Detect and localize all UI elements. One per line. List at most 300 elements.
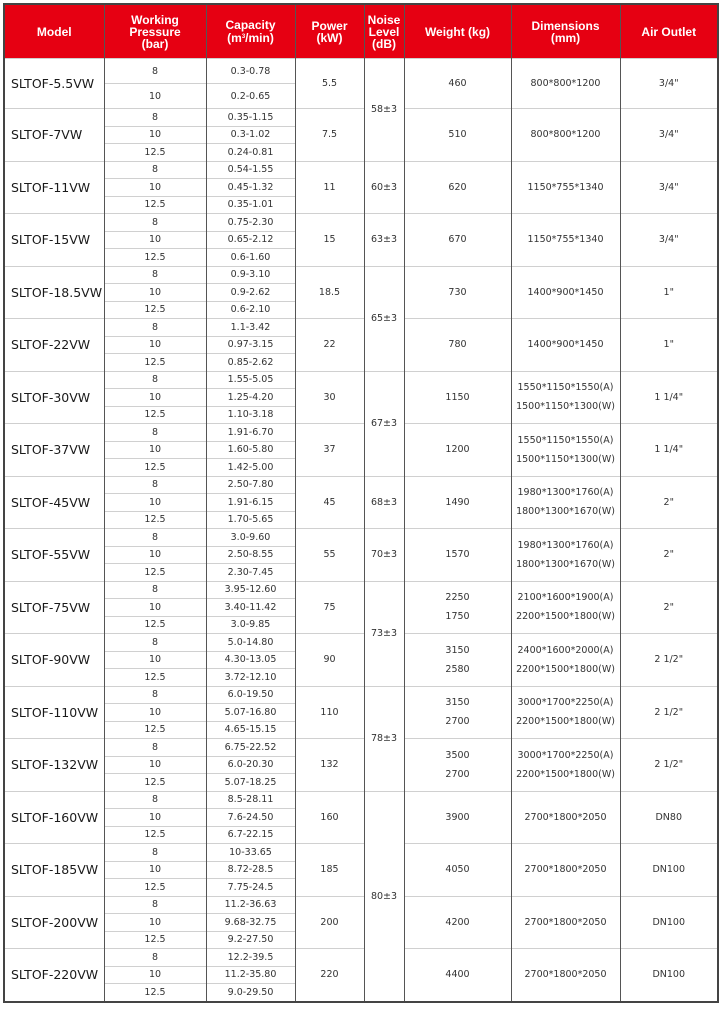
weight-cell <box>404 424 511 477</box>
pressure-cell: 12.5 <box>104 879 206 897</box>
capacity-cell: 6.0-20.30 <box>206 756 295 774</box>
noise-level-cell: 67±3 <box>364 371 404 476</box>
power-cell: 5.5 <box>295 59 364 109</box>
pressure-cell: 8 <box>104 949 206 967</box>
power-cell: 37 <box>295 424 364 477</box>
power-cell: 18.5 <box>295 266 364 319</box>
pressure-cell: 12.5 <box>104 144 206 162</box>
capacity-cell: 6.7-22.15 <box>206 826 295 844</box>
capacity-cell: 0.9-3.10 <box>206 266 295 284</box>
spec-table <box>3 3 719 1003</box>
pressure-cell: 8 <box>104 739 206 757</box>
header-noise <box>364 4 404 59</box>
dimensions-value: 800*800*1200 <box>530 78 601 89</box>
weight-value: 510 <box>448 129 467 141</box>
header-capacity-line: Capacity <box>225 18 276 32</box>
pressure-cell: 12.5 <box>104 249 206 267</box>
capacity-cell: 0.3-1.02 <box>206 126 295 144</box>
model-cell: SLTOF-90VW <box>4 634 104 687</box>
model-cell: SLTOF-18.5VW <box>4 266 104 319</box>
model-cell: SLTOF-7VW <box>4 109 104 162</box>
pressure-cell: 10 <box>104 126 206 144</box>
spec-table-body <box>4 59 718 1002</box>
noise-level-cell: 63±3 <box>364 214 404 267</box>
weight-value: 2700 <box>445 768 470 780</box>
dimensions-value: 1400*900*1450 <box>527 339 604 351</box>
pressure-cell: 8 <box>104 161 206 179</box>
dimensions-value: 1550*1150*1550(A) <box>517 382 614 394</box>
capacity-cell: 0.35-1.01 <box>206 196 295 214</box>
air-outlet-cell: 3/4" <box>620 59 718 109</box>
capacity-cell: 12.2-39.5 <box>206 949 295 967</box>
weight-value: 3150 <box>445 697 470 709</box>
capacity-cell: 3.0-9.85 <box>206 616 295 634</box>
weight-cell <box>404 896 511 949</box>
capacity-cell: 8.5-28.11 <box>206 791 295 809</box>
dimensions-cell <box>511 529 620 582</box>
weight-value: 4200 <box>445 916 470 928</box>
header-noise-line: Noise <box>367 12 401 27</box>
dimensions-cell <box>511 371 620 424</box>
power-cell: 90 <box>295 634 364 687</box>
capacity-cell: 0.6-1.60 <box>206 249 295 267</box>
pressure-cell: 12.5 <box>104 301 206 319</box>
capacity-cell: 6.75-22.52 <box>206 739 295 757</box>
power-cell: 185 <box>295 844 364 897</box>
dimensions-value: 1800*1300*1670(W) <box>516 558 615 570</box>
noise-level-cell: 73±3 <box>364 581 404 686</box>
capacity-cell: 2.50-8.55 <box>206 546 295 564</box>
header-capacity <box>206 4 295 59</box>
weight-cell <box>404 529 511 582</box>
pressure-cell: 10 <box>104 861 206 879</box>
noise-level-cell: 80±3 <box>364 791 404 1002</box>
weight-cell <box>404 791 511 844</box>
table-row <box>4 214 718 232</box>
header-dimensions-line: Dimensions <box>531 18 600 33</box>
model-cell: SLTOF-132VW <box>4 739 104 792</box>
capacity-cell: 4.30-13.05 <box>206 651 295 669</box>
capacity-cell: 1.55-5.05 <box>206 371 295 389</box>
dimensions-value: 1500*1150*1300(W) <box>516 453 615 465</box>
weight-value: 4400 <box>445 969 470 981</box>
dimensions-value: 3000*1700*2250(A) <box>517 749 614 761</box>
weight-value: 1150 <box>445 391 470 403</box>
capacity-cell: 1.1-3.42 <box>206 319 295 337</box>
dimensions-cell <box>511 949 620 1002</box>
header-pressure-line: Working <box>131 12 179 27</box>
dimensions-cell <box>511 109 620 162</box>
noise-level-cell: 58±3 <box>364 59 404 162</box>
weight-value: 460 <box>448 78 467 89</box>
dimensions-value: 800*800*1200 <box>530 129 601 141</box>
weight-value: 1200 <box>445 444 470 456</box>
pressure-cell: 10 <box>104 651 206 669</box>
header-pressure-line: Pressure <box>129 24 181 39</box>
dimensions-cell <box>511 266 620 319</box>
capacity-cell: 7.6-24.50 <box>206 809 295 827</box>
dimensions-value: 2200*1500*1800(W) <box>516 716 615 728</box>
header-noise-line: (dB) <box>372 36 396 51</box>
capacity-cell: 1.10-3.18 <box>206 406 295 424</box>
table-row <box>4 896 718 914</box>
pressure-cell: 12.5 <box>104 354 206 372</box>
table-row <box>4 634 718 652</box>
pressure-cell: 8 <box>104 476 206 494</box>
capacity-cell: 10-33.65 <box>206 844 295 862</box>
weight-value: 2700 <box>445 716 470 728</box>
weight-value: 2580 <box>445 663 470 675</box>
air-outlet-cell: 3/4" <box>620 214 718 267</box>
dimensions-cell <box>511 319 620 372</box>
pressure-cell: 8 <box>104 581 206 599</box>
capacity-cell: 9.0-29.50 <box>206 984 295 1002</box>
noise-level-cell: 60±3 <box>364 161 404 214</box>
table-row <box>4 161 718 179</box>
dimensions-value: 2200*1500*1800(W) <box>516 768 615 780</box>
air-outlet-cell: DN100 <box>620 949 718 1002</box>
header-dimensions <box>511 4 620 59</box>
model-cell: SLTOF-15VW <box>4 214 104 267</box>
dimensions-value: 1550*1150*1550(A) <box>517 434 614 446</box>
header-row <box>4 4 718 59</box>
weight-cell <box>404 686 511 739</box>
pressure-cell: 8 <box>104 686 206 704</box>
header-noise-line: Level <box>368 24 400 39</box>
air-outlet-cell: DN80 <box>620 791 718 844</box>
dimensions-value: 1150*755*1340 <box>527 234 604 246</box>
capacity-cell: 11.2-35.80 <box>206 966 295 984</box>
capacity-cell: 7.75-24.5 <box>206 879 295 897</box>
air-outlet-cell: 2" <box>620 476 718 529</box>
model-cell: SLTOF-22VW <box>4 319 104 372</box>
table-row <box>4 739 718 757</box>
dimensions-value: 3000*1700*2250(A) <box>517 697 614 709</box>
pressure-cell: 12.5 <box>104 721 206 739</box>
capacity-cell: 3.72-12.10 <box>206 669 295 687</box>
pressure-cell: 10 <box>104 284 206 302</box>
capacity-cell: 3.0-9.60 <box>206 529 295 547</box>
dimensions-value: 2100*1600*1900(A) <box>517 592 614 604</box>
pressure-cell: 8 <box>104 791 206 809</box>
capacity-cell: 0.54-1.55 <box>206 161 295 179</box>
model-cell: SLTOF-75VW <box>4 581 104 634</box>
air-outlet-cell: 2 1/2" <box>620 686 718 739</box>
noise-level-cell: 78±3 <box>364 686 404 791</box>
model-cell: SLTOF-55VW <box>4 529 104 582</box>
capacity-cell: 1.91-6.70 <box>206 424 295 442</box>
weight-cell <box>404 949 511 1002</box>
pressure-cell: 12.5 <box>104 616 206 634</box>
weight-value: 1490 <box>445 496 470 508</box>
air-outlet-cell: 2" <box>620 529 718 582</box>
header-outlet-label: Air Outlet <box>641 24 697 39</box>
header-capacity-unit-rest: /min) <box>245 31 274 45</box>
header-model <box>4 4 104 59</box>
pressure-cell: 10 <box>104 336 206 354</box>
dimensions-value: 2700*1800*2050 <box>524 916 607 928</box>
capacity-cell: 5.07-16.80 <box>206 704 295 722</box>
pressure-cell: 12.5 <box>104 459 206 477</box>
model-cell: SLTOF-110VW <box>4 686 104 739</box>
model-cell: SLTOF-30VW <box>4 371 104 424</box>
air-outlet-cell: 3/4" <box>620 109 718 162</box>
air-outlet-cell: 1" <box>620 319 718 372</box>
dimensions-value: 2400*1600*2000(A) <box>517 644 614 656</box>
weight-cell <box>404 844 511 897</box>
capacity-cell: 3.95-12.60 <box>206 581 295 599</box>
model-cell: SLTOF-37VW <box>4 424 104 477</box>
dimensions-value: 2200*1500*1800(W) <box>516 663 615 675</box>
pressure-cell: 8 <box>104 109 206 127</box>
dimensions-cell <box>511 161 620 214</box>
air-outlet-cell: 1 1/4" <box>620 424 718 477</box>
table-row <box>4 371 718 389</box>
pressure-cell: 10 <box>104 84 206 109</box>
pressure-cell: 10 <box>104 441 206 459</box>
capacity-cell: 1.25-4.20 <box>206 389 295 407</box>
pressure-cell: 12.5 <box>104 669 206 687</box>
air-outlet-cell: 3/4" <box>620 161 718 214</box>
weight-cell <box>404 371 511 424</box>
capacity-cell: 5.07-18.25 <box>206 774 295 792</box>
header-weight-label: Weight (kg) <box>424 24 491 39</box>
model-cell: SLTOF-200VW <box>4 896 104 949</box>
weight-value: 3150 <box>445 644 470 656</box>
capacity-cell: 0.6-2.10 <box>206 301 295 319</box>
header-capacity-unit <box>207 31 295 44</box>
dimensions-value: 2200*1500*1800(W) <box>516 611 615 623</box>
pressure-cell: 8 <box>104 214 206 232</box>
table-row <box>4 109 718 127</box>
weight-value: 3900 <box>445 811 470 823</box>
weight-cell <box>404 161 511 214</box>
power-cell: 7.5 <box>295 109 364 162</box>
dimensions-cell <box>511 896 620 949</box>
dimensions-value: 2700*1800*2050 <box>524 969 607 981</box>
dimensions-value: 1500*1150*1300(W) <box>516 401 615 413</box>
table-row <box>4 791 718 809</box>
air-outlet-cell: 1 1/4" <box>620 371 718 424</box>
power-cell: 200 <box>295 896 364 949</box>
dimensions-value: 1980*1300*1760(A) <box>517 539 614 551</box>
pressure-cell: 8 <box>104 529 206 547</box>
capacity-cell: 11.2-36.63 <box>206 896 295 914</box>
header-power-line: Power <box>311 18 348 33</box>
header-power-line: (kW) <box>316 30 343 45</box>
noise-level-cell: 70±3 <box>364 529 404 582</box>
pressure-cell: 8 <box>104 896 206 914</box>
power-cell: 11 <box>295 161 364 214</box>
pressure-cell: 10 <box>104 966 206 984</box>
capacity-cell: 0.9-2.62 <box>206 284 295 302</box>
power-cell: 22 <box>295 319 364 372</box>
power-cell: 220 <box>295 949 364 1002</box>
pressure-cell: 8 <box>104 844 206 862</box>
capacity-cell: 3.40-11.42 <box>206 599 295 617</box>
dimensions-value: 1400*900*1450 <box>527 286 604 298</box>
pressure-cell: 8 <box>104 319 206 337</box>
model-cell: SLTOF-5.5VW <box>4 59 104 109</box>
air-outlet-cell: DN100 <box>620 896 718 949</box>
weight-cell <box>404 476 511 529</box>
table-row <box>4 529 718 547</box>
capacity-cell: 9.68-32.75 <box>206 914 295 932</box>
table-row <box>4 844 718 862</box>
weight-cell <box>404 739 511 792</box>
capacity-cell: 2.30-7.45 <box>206 564 295 582</box>
air-outlet-cell: DN100 <box>620 844 718 897</box>
power-cell: 75 <box>295 581 364 634</box>
weight-value: 2250 <box>445 592 470 604</box>
header-capacity-unit-base: (m <box>227 31 242 45</box>
dimensions-cell <box>511 634 620 687</box>
capacity-cell: 0.85-2.62 <box>206 354 295 372</box>
weight-value: 1570 <box>445 549 470 561</box>
dimensions-cell <box>511 844 620 897</box>
pressure-cell: 10 <box>104 546 206 564</box>
capacity-cell: 1.60-5.80 <box>206 441 295 459</box>
table-row <box>4 266 718 284</box>
capacity-cell: 0.65-2.12 <box>206 231 295 249</box>
pressure-cell: 12.5 <box>104 931 206 949</box>
dimensions-value: 1150*755*1340 <box>527 181 604 193</box>
noise-level-cell: 65±3 <box>364 266 404 371</box>
dimensions-cell <box>511 791 620 844</box>
power-cell: 15 <box>295 214 364 267</box>
pressure-cell: 10 <box>104 914 206 932</box>
header-pressure-line: (bar) <box>141 36 169 51</box>
header-outlet <box>620 4 718 59</box>
pressure-cell: 10 <box>104 704 206 722</box>
weight-cell <box>404 214 511 267</box>
power-cell: 132 <box>295 739 364 792</box>
header-pressure <box>104 4 206 59</box>
table-row <box>4 476 718 494</box>
weight-cell <box>404 59 511 109</box>
table-row <box>4 319 718 337</box>
capacity-cell: 4.65-15.15 <box>206 721 295 739</box>
dimensions-value: 1980*1300*1760(A) <box>517 487 614 499</box>
capacity-cell: 0.97-3.15 <box>206 336 295 354</box>
capacity-cell: 8.72-28.5 <box>206 861 295 879</box>
dimensions-cell <box>511 739 620 792</box>
noise-level-cell: 68±3 <box>364 476 404 529</box>
pressure-cell: 8 <box>104 266 206 284</box>
dimensions-cell <box>511 59 620 109</box>
pressure-cell: 8 <box>104 371 206 389</box>
power-cell: 55 <box>295 529 364 582</box>
dimensions-cell <box>511 686 620 739</box>
capacity-cell: 0.2-0.65 <box>206 84 295 109</box>
model-cell: SLTOF-45VW <box>4 476 104 529</box>
pressure-cell: 10 <box>104 231 206 249</box>
air-outlet-cell: 2" <box>620 581 718 634</box>
pressure-cell: 10 <box>104 494 206 512</box>
table-row <box>4 581 718 599</box>
table-row <box>4 686 718 704</box>
pressure-cell: 12.5 <box>104 564 206 582</box>
weight-value: 620 <box>448 181 467 193</box>
capacity-cell: 9.2-27.50 <box>206 931 295 949</box>
header-dimensions-line: (mm) <box>550 30 581 45</box>
capacity-cell: 0.24-0.81 <box>206 144 295 162</box>
capacity-cell: 0.35-1.15 <box>206 109 295 127</box>
pressure-cell: 12.5 <box>104 196 206 214</box>
pressure-cell: 12.5 <box>104 511 206 529</box>
dimensions-value: 1800*1300*1670(W) <box>516 506 615 518</box>
capacity-cell: 0.3-0.78 <box>206 59 295 84</box>
pressure-cell: 10 <box>104 809 206 827</box>
capacity-cell: 0.75-2.30 <box>206 214 295 232</box>
dimensions-cell <box>511 214 620 267</box>
weight-value: 670 <box>448 234 467 246</box>
table-row <box>4 424 718 442</box>
weight-value: 4050 <box>445 864 470 876</box>
weight-value: 780 <box>448 339 467 351</box>
capacity-cell: 1.42-5.00 <box>206 459 295 477</box>
model-cell: SLTOF-220VW <box>4 949 104 1002</box>
weight-cell <box>404 634 511 687</box>
model-cell: SLTOF-185VW <box>4 844 104 897</box>
capacity-cell: 2.50-7.80 <box>206 476 295 494</box>
power-cell: 45 <box>295 476 364 529</box>
air-outlet-cell: 1" <box>620 266 718 319</box>
pressure-cell: 12.5 <box>104 826 206 844</box>
dimensions-cell <box>511 581 620 634</box>
weight-value: 1750 <box>445 611 470 623</box>
dimensions-cell <box>511 424 620 477</box>
pressure-cell: 12.5 <box>104 406 206 424</box>
pressure-cell: 8 <box>104 634 206 652</box>
weight-value: 730 <box>448 286 467 298</box>
header-model-label: Model <box>36 24 72 39</box>
header-power <box>295 4 364 59</box>
pressure-cell: 10 <box>104 179 206 197</box>
weight-value: 3500 <box>445 749 470 761</box>
pressure-cell: 8 <box>104 424 206 442</box>
pressure-cell: 8 <box>104 59 206 84</box>
pressure-cell: 10 <box>104 599 206 617</box>
air-outlet-cell: 2 1/2" <box>620 739 718 792</box>
power-cell: 30 <box>295 371 364 424</box>
pressure-cell: 10 <box>104 756 206 774</box>
weight-cell <box>404 581 511 634</box>
model-cell: SLTOF-160VW <box>4 791 104 844</box>
capacity-cell: 1.70-5.65 <box>206 511 295 529</box>
weight-cell <box>404 266 511 319</box>
capacity-cell: 0.45-1.32 <box>206 179 295 197</box>
pressure-cell: 10 <box>104 389 206 407</box>
weight-cell <box>404 319 511 372</box>
dimensions-cell <box>511 476 620 529</box>
table-row <box>4 59 718 84</box>
power-cell: 110 <box>295 686 364 739</box>
header-weight <box>404 4 511 59</box>
capacity-cell: 1.91-6.15 <box>206 494 295 512</box>
pressure-cell: 12.5 <box>104 984 206 1002</box>
model-cell: SLTOF-11VW <box>4 161 104 214</box>
header-capacity-unit-exp: 3 <box>241 34 246 40</box>
air-outlet-cell: 2 1/2" <box>620 634 718 687</box>
capacity-cell: 5.0-14.80 <box>206 634 295 652</box>
table-row <box>4 949 718 967</box>
power-cell: 160 <box>295 791 364 844</box>
capacity-cell: 6.0-19.50 <box>206 686 295 704</box>
dimensions-value: 2700*1800*2050 <box>524 864 607 876</box>
dimensions-value: 2700*1800*2050 <box>524 811 607 823</box>
weight-cell <box>404 109 511 162</box>
